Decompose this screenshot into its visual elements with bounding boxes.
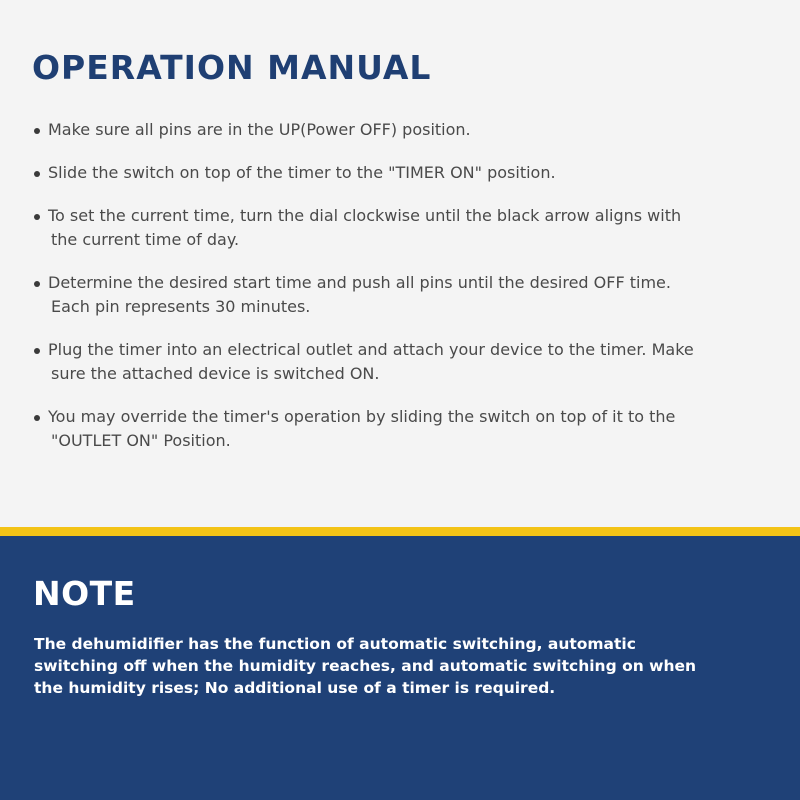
note-section (0, 536, 800, 800)
step-text-continued: Each pin represents 30 minutes. (51, 297, 311, 316)
note-line-3: the humidity rises; No additional use of a timer is required. (34, 679, 556, 697)
step-text-continued: the current time of day. (51, 230, 240, 249)
yellow-divider (0, 527, 800, 536)
step-text: Determine the desired start time and push all pins until the desired OFF time. (48, 273, 671, 292)
step-text: Slide the switch on top of the timer to the "TIMER ON" position. (48, 163, 556, 182)
instruction-list (32, 118, 782, 472)
page-title: OPERATION MANUAL (32, 48, 432, 87)
note-title: NOTE (33, 574, 136, 613)
instruction-step-4 (32, 271, 782, 319)
step-text: You may override the timer's operation by sliding the switch on top of it to the (48, 407, 676, 426)
instruction-step-3 (32, 204, 782, 252)
note-text (34, 633, 774, 699)
step-text-continued: "OUTLET ON" Position. (51, 431, 231, 450)
note-line-1: The dehumidifier has the function of automatic switching, automatic (34, 635, 636, 653)
step-text: To set the current time, turn the dial clockwise until the black arrow aligns with (48, 206, 682, 225)
step-text: Make sure all pins are in the UP(Power OFF) position. (48, 120, 471, 139)
step-text-continued: sure the attached device is switched ON. (51, 364, 380, 383)
instruction-step-1 (32, 118, 782, 142)
instruction-step-5 (32, 338, 782, 386)
note-line-2: switching off when the humidity reaches, and automatic switching on when (34, 657, 697, 675)
step-text: Plug the timer into an electrical outlet and attach your device to the timer. Make (48, 340, 694, 359)
instruction-step-2 (32, 161, 782, 185)
instruction-step-6 (32, 405, 782, 453)
